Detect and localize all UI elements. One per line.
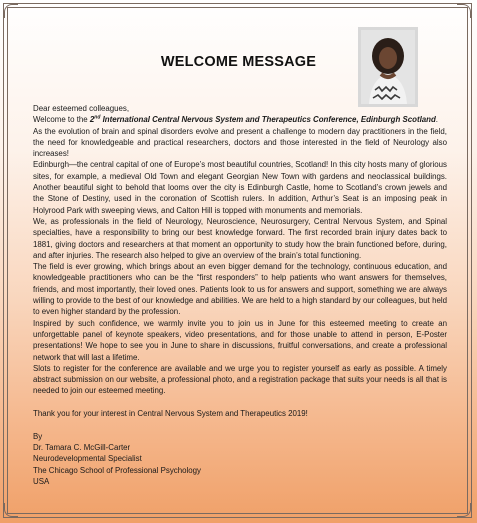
paragraph: The field is ever growing, which brings about an even bigger demand for the technology, continuous education, and knowledgeable practitioners who can be the “first responders” to help patients who want answers for themselves, friends, and most importantly, their loved ones. Patients look to us for answers and support, something we are always willing to provide to the best of our knowledge and abilities. We are held to a high standard by our colleagues, but held to even higher standard by the profession. xyxy=(33,262,447,317)
signature-country: USA xyxy=(33,476,50,486)
paragraph: Edinburgh—the central capital of one of Europe’s most beautiful countries, Scotland! In this city hosts many of glorious sites, for example, a medieval Old Town and elegant Georgian New Town with gardens and neoclassical buildings. Another beautiful sight to behold that looms over the city is Edinburgh Castle, home to Scotland’s crown jewels and the Stone of Destiny, used in the coronation of Scottish rulers. In addition, Arthur’s Seat is an imposing peak in Holyrood Park with sweeping views, and Calton Hill is topped with monuments and memorials. xyxy=(33,160,447,215)
signature-org: The Chicago School of Professional Psychology xyxy=(33,465,201,475)
welcome-prefix: Welcome to the xyxy=(33,115,90,125)
signature-role: Neurodevelopmental Specialist xyxy=(33,454,142,464)
welcome-letter xyxy=(33,103,447,487)
conference-title: International Central Nervous System and Therapeutics Conference, Edinburgh Scotland xyxy=(100,115,436,125)
thanks-line: Thank you for your interest in Central Nervous System and Therapeutics 2019! xyxy=(33,409,308,419)
welcome-line xyxy=(33,114,447,125)
paragraph: Slots to register for the conference are available and we urge you to register yourself as early as possible. A timely abstract submission on our website, a professional photo, and a registration package that suits your needs is all that is needed to join our esteemed meeting. xyxy=(33,363,447,396)
greeting: Dear esteemed colleagues, xyxy=(33,104,130,113)
paragraph: We, as professionals in the field of Neurology, Neuroscience, Neurosurgery, Central Nervous System, and Spinal specialties, have a responsibility to bring our best knowledge forward. The first recorded brain injury dates back to 1881, giving doctors and researchers at that moment an opportunity to study how the brain functioned before, during, and after injuries. The research also helped to give an overview of the brain’s total functioning. xyxy=(33,216,447,260)
conference-number: 2 xyxy=(89,115,95,125)
welcome-suffix: . xyxy=(435,115,438,125)
page-title: WELCOME MESSAGE xyxy=(160,54,317,70)
conference-name xyxy=(90,115,436,124)
conference-ordinal: nd xyxy=(94,114,101,121)
signature-by: By xyxy=(33,431,43,441)
paragraph: As the evolution of brain and spinal disorders evolve and present a challenge to modern day practitioners in the field, the need for knowledgeable and practical researchers, doctors and those interested in the field of Neurology also increases! xyxy=(33,126,447,159)
paragraph: Inspired by such confidence, we warmly invite you to join us in June for this esteemed meeting to create an unforgettable panel of keynote speakers, video presentations, and for those unable to attend in person, E-Poster presentations! We hope to see you in June to share in discussions, fruitful conversations, and create a professional network that will last a lifetime. xyxy=(33,318,447,362)
signature-name: Dr. Tamara C. McGill-Carter xyxy=(33,442,131,452)
